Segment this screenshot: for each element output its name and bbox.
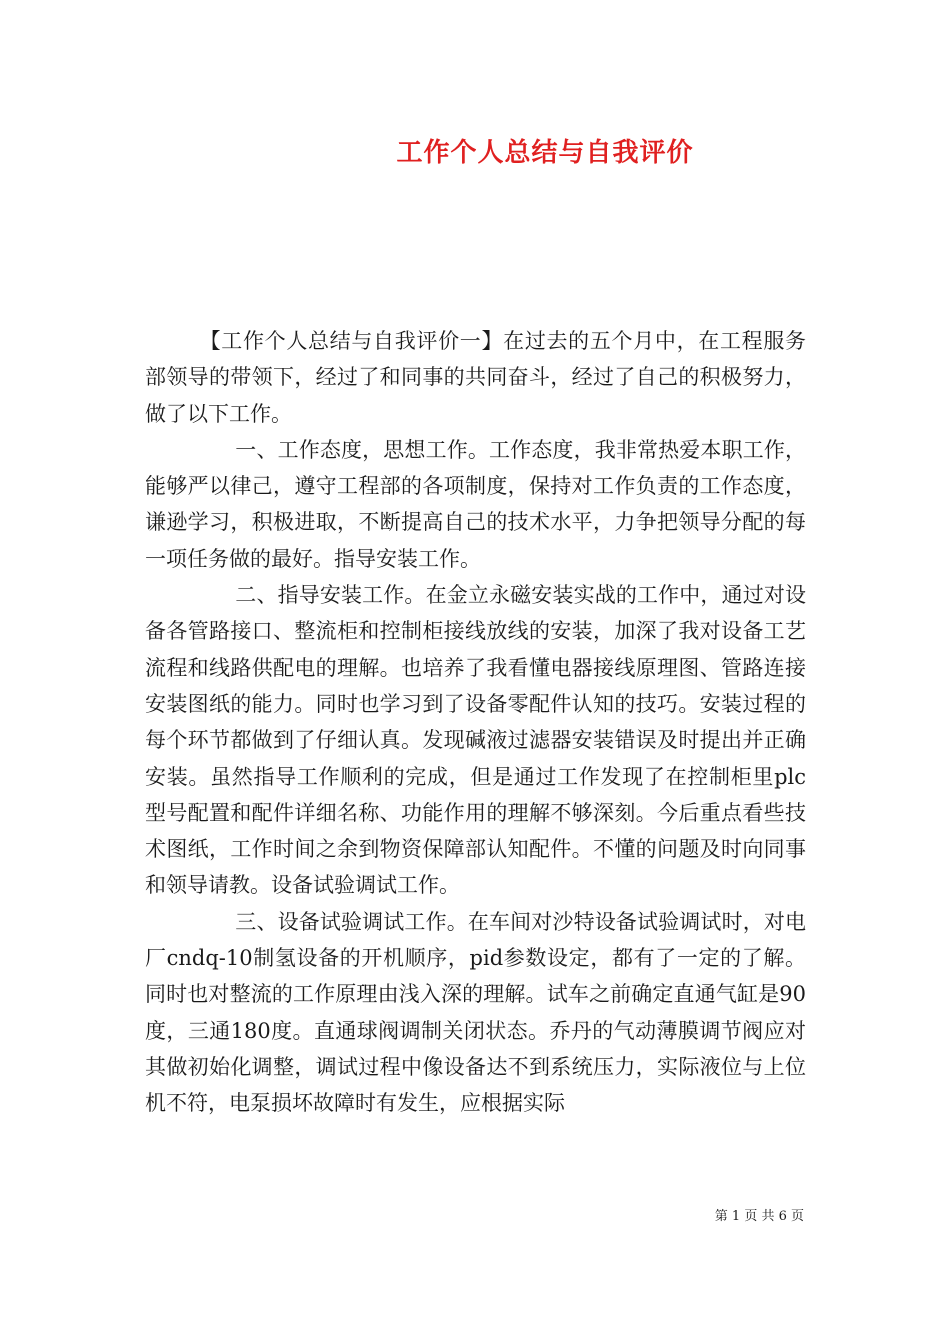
paragraph-work-attitude: 一、工作态度，思想工作。工作态度，我非常热爱本职工作，能够严以律己，遵守工程部的各项制度，保持对工作负责的工作态度，谦逊学习，积极进取，不断提高自己的技术水平，力争把领导分配的每一项任务做的最好。指导安装工作。 [145, 437, 806, 571]
page-number-footer: 第 1 页 共 6 页 [714, 1209, 804, 1224]
page-title: 工作个人总结与自我评价 [396, 138, 694, 168]
document-body [145, 323, 806, 1122]
paragraph-installation-guidance: 二、指导安装工作。在金立永磁安装实战的工作中，通过对设备各管路接口、整流柜和控制柜接线放线的安装，加深了我对设备工艺流程和线路供配电的理解。也培养了我看懂电器接线原理图、管路连接安装图纸的能力。同时也学习到了设备零配件认知的技巧。安装过程的每个环节都做到了仔细认真。发现碱液过滤器安装错误及时提出并正确安装。虽然指导工作顺利的完成，但是通过工作发现了在控制柜里plc型号配置和配件详细名称、功能作用的理解不够深刻。今后重点看些技术图纸，工作时间之余到物资保障部认知配件。不懂的问题及时向同事和领导请教。设备试验调试工作。 [145, 583, 806, 898]
paragraph-intro: 【工作个人总结与自我评价一】在过去的五个月中，在工程服务部领导的带领下，经过了和同事的共同奋斗，经过了自己的积极努力，做了以下工作。 [145, 329, 806, 426]
paragraph-equipment-testing: 三、设备试验调试工作。在车间对沙特设备试验调试时，对电厂cndq-10制氢设备的开机顺序，pid参数设定，都有了一定的了解。同时也对整流的工作原理由浅入深的理解。试车之前确定直通气缸是90度，三通180度。直通球阀调制关闭状态。乔丹的气动薄膜调节阀应对其做初始化调整，调试过程中像设备达不到系统压力，实际液位与上位机不符，电泵损坏故障时有发生，应根据实际 [145, 909, 806, 1116]
